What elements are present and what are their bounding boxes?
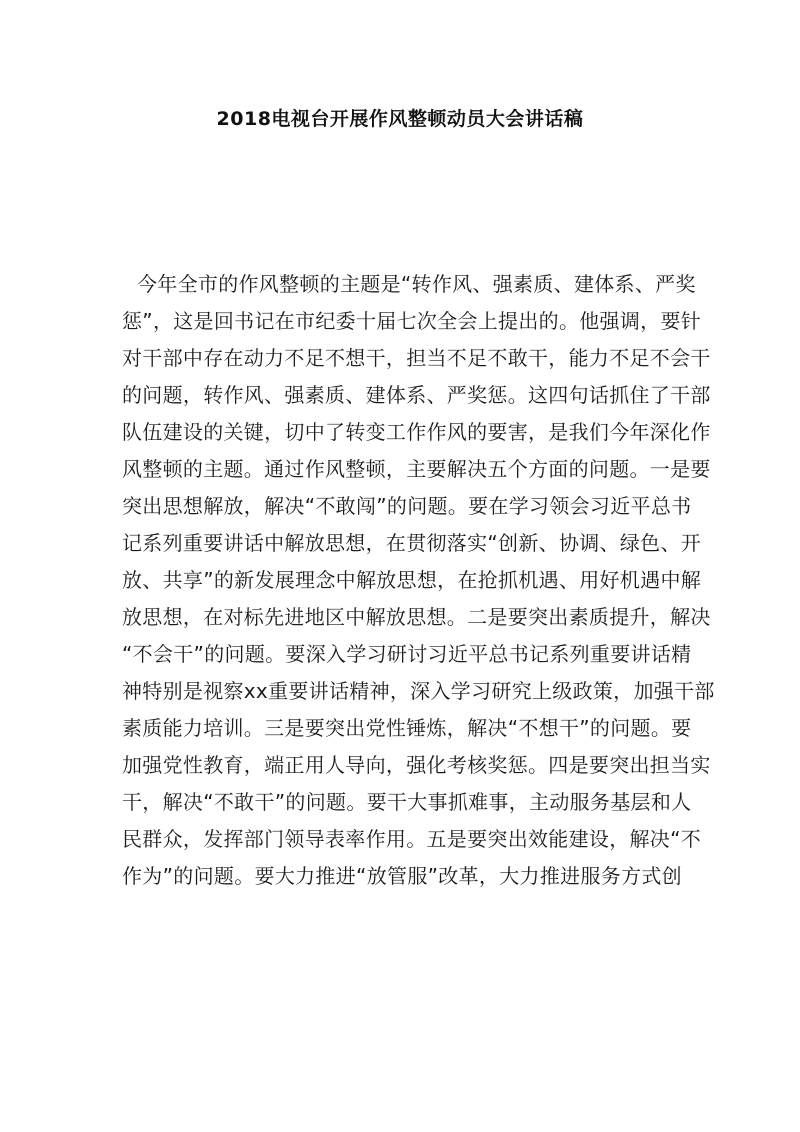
paragraph-line: 今年全市的作风整顿的主题是“转作风、强素质、建体系、严奖 <box>137 272 696 296</box>
paragraph-line: 对干部中存在动力不足不想干，担当不足不敢干，能力不足不会干 <box>122 346 711 370</box>
paragraph-line: 作为”的问题。要大力推进“放管服”改革，大力推进服务方式创 <box>122 864 682 888</box>
paragraph-line: 干，解决“不敢干”的问题。要干大事抓难事，主动服务基层和人 <box>122 790 692 814</box>
paragraph-line: 放思想，在对标先进地区中解放思想。二是要突出素质提升，解决 <box>122 605 711 629</box>
paragraph-line: 队伍建设的关键，切中了转变工作作风的要害，是我们今年深化作 <box>122 420 711 444</box>
paragraph-line: 的问题，转作风、强素质、建体系、严奖惩。这四句话抓住了干部 <box>122 383 711 407</box>
paragraph-line: “不会干”的问题。要深入学习研讨习近平总书记系列重要讲话精 <box>122 642 692 666</box>
body-paragraph <box>122 266 715 895</box>
paragraph-line: 加强党性教育，端正用人导向，强化考核奖惩。四是要突出担当实 <box>122 753 711 777</box>
paragraph-line: 放、共享”的新发展理念中解放思想，在抢抓机遇、用好机遇中解 <box>122 568 702 592</box>
paragraph-line: 记系列重要讲话中解放思想，在贯彻落实“创新、协调、绿色、开 <box>122 531 702 555</box>
paragraph-line: 风整顿的主题。通过作风整顿，主要解决五个方面的问题。一是要 <box>122 457 711 481</box>
paragraph-line: 素质能力培训。三是要突出党性锤炼，解决“不想干”的问题。要 <box>122 716 692 740</box>
document-title: 2018电视台开展作风整顿动员大会讲话稿 <box>216 108 584 130</box>
paragraph-line: 神特别是视察xx重要讲话精神，深入学习研究上级政策，加强干部 <box>122 679 715 703</box>
paragraph-line: 突出思想解放，解决“不敢闯”的问题。要在学习领会习近平总书 <box>122 494 692 518</box>
paragraph-line: 民群众，发挥部门领导表率作用。五是要突出效能建设，解决“不 <box>122 827 702 851</box>
paragraph-line: 惩”，这是回书记在市纪委十届七次全会上提出的。他强调，要针 <box>122 309 702 333</box>
